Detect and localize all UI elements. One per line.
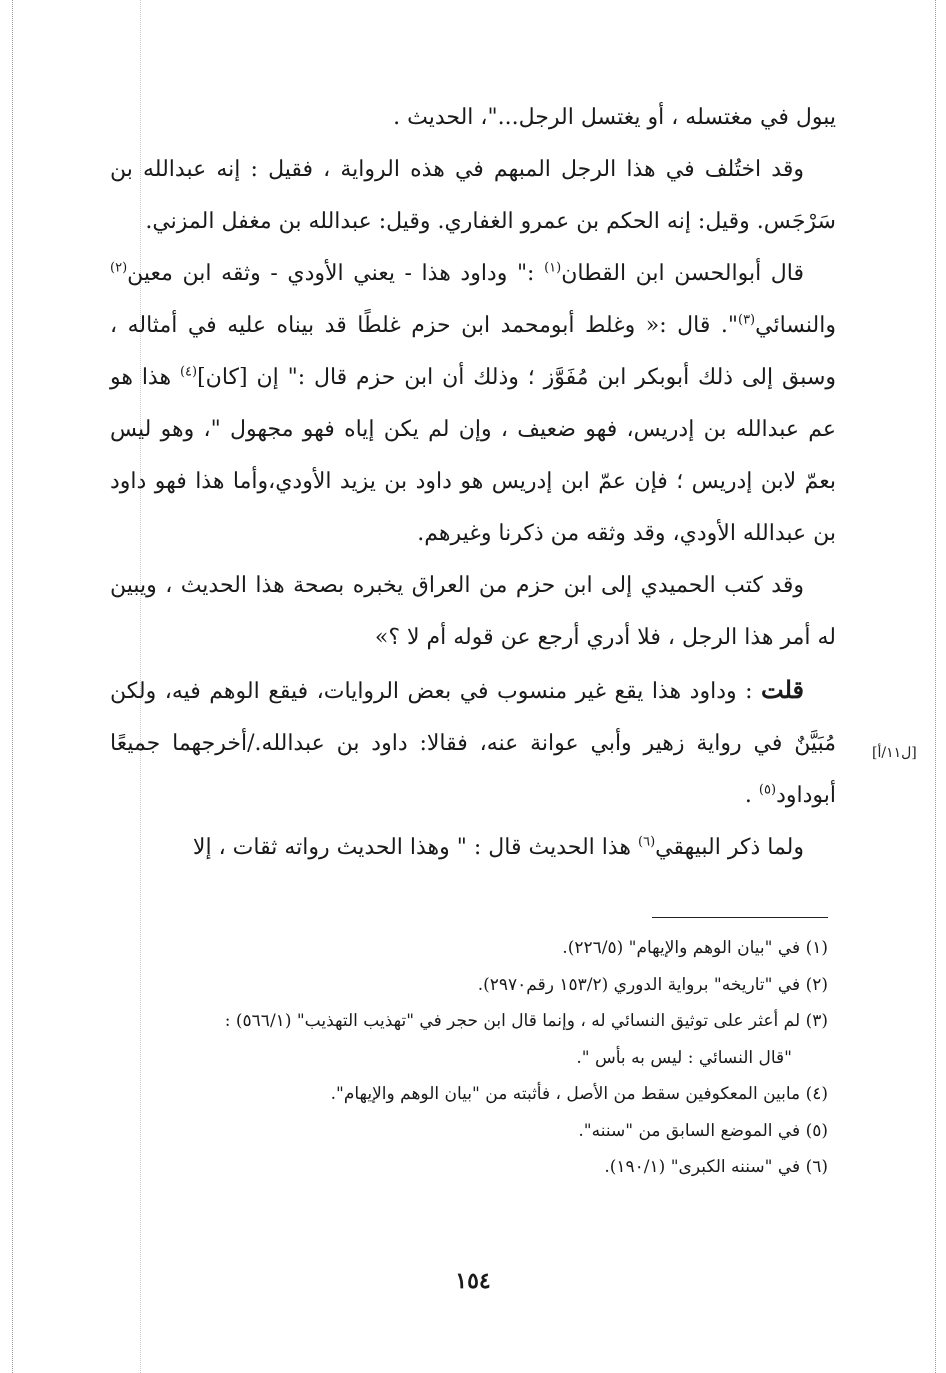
paragraph-4: وقد كتب الحميدي إلى ابن حزم من العراق يخبره بصحة هذا الحديث ، ويبين له أمر هذا الرجل ، فلا أدري أرجع عن قوله أم لا ؟» (110, 573, 836, 650)
footnote-ref-5[interactable]: (٥) (758, 782, 777, 798)
paragraph-2: وقد اختُلف في هذا الرجل المبهم في هذه الرواية ، فقيل : إنه عبدالله بن سَرْجَس. وقيل: إنه الحكم بن عمرو الغفاري. وقيل: عبدالله بن مغفل المزني. (110, 157, 836, 234)
paragraph-6-part-b: هذا الحديث قال : " وهذا الحديث رواته ثقات ، إلا (192, 835, 639, 860)
paragraph-3-part-a: قال أبوالحسن ابن القطان (561, 261, 804, 286)
paragraph-3-part-d: ". قال :« وغلط أبومحمد ابن حزم غلطًا قد بيناه عليه في أمثاله ، وسبق إلى ذلك أبوبكر ابن مُفَوَّز ؛ وذلك أن ابن حزم قال :" إن [كان] (110, 313, 837, 390)
paragraph-5 (110, 664, 836, 822)
footnote-ref-6[interactable]: (٦) (638, 834, 656, 850)
paragraph-3-part-c: والنسائي (755, 313, 836, 338)
footnote-separator (652, 917, 828, 918)
footnote-3: (٣) لم أعثر على توثيق النسائي له ، وإنما قال ابن حجر في "تهذيب التهذيب" (٥٦٦/١) : (224, 1011, 828, 1031)
manuscript-folio-note: [ل١١/أ] (872, 745, 917, 761)
paragraph-3-part-e: هذا هو عم عبدالله بن إدريس، فهو ضعيف ، وإن لم يكن إياه فهو مجهول "، وهو ليس بعمّ لابن إدريس ؛ فإن عمّ ابن إدريس هو داود بن يزيد الأودي،وأما هذا فهو داود بن عبدالله الأودي، وقد وثقه من ذكرنا وغيرهم. (110, 365, 837, 546)
footnote-4: (٤) مابين المعكوفين سقط من الأصل ، فأثبته من "بيان الوهم والإيهام". (330, 1084, 828, 1104)
paragraph-3-part-b: :" وداود هذا - يعني الأودي - وثقه ابن معين (127, 261, 545, 286)
paragraph-1: يبول في مغتسله ، أو يغتسل الرجل..."، الحديث . (393, 105, 836, 130)
paragraph-5-part-b: . (744, 783, 759, 808)
paragraph-5-part-a: : وداود هذا يقع غير منسوب في بعض الروايات، فيقع الوهم فيه، ولكن مُبَيَّنٌ في رواية زهير وأبي عوانة عنه، فقالا: داود بن عبدالله./أخرجهما جميعًا أبوداود (110, 679, 836, 808)
paragraph-3 (110, 248, 836, 560)
footnote-ref-1[interactable]: (١) (544, 260, 562, 276)
footnote-2: (٢) في "تاريخه" برواية الدوري (١٥٣/٢ رقم٢٩٧٠). (477, 974, 828, 995)
qultu-lead: قلت (761, 675, 804, 704)
footnote-6: (٦) في "سننه الكبرى" (١٩٠/١). (604, 1157, 828, 1177)
footnote-3-continuation: "قال النسائي : ليس به بأس ". (576, 1047, 792, 1068)
scan-edge-left (12, 0, 13, 1373)
main-text (110, 92, 836, 874)
paragraph-6-part-a: ولما ذكر البيهقي (655, 835, 804, 860)
page-body (110, 92, 836, 874)
footnote-ref-3[interactable]: (٣) (737, 312, 756, 328)
footnote-ref-2[interactable]: (٢) (110, 260, 128, 276)
paragraph-6 (110, 822, 836, 874)
footnote-5: (٥) في الموضع السابق من "سننه". (578, 1120, 828, 1141)
footnotes (110, 930, 828, 1186)
scan-edge-right (935, 0, 936, 1373)
page-number: ١٥٤ (455, 1268, 491, 1294)
footnote-1: (١) في "بيان الوهم والإيهام" (٢٢٦/٥). (562, 938, 828, 958)
footnote-ref-4[interactable]: (٤) (179, 364, 198, 380)
